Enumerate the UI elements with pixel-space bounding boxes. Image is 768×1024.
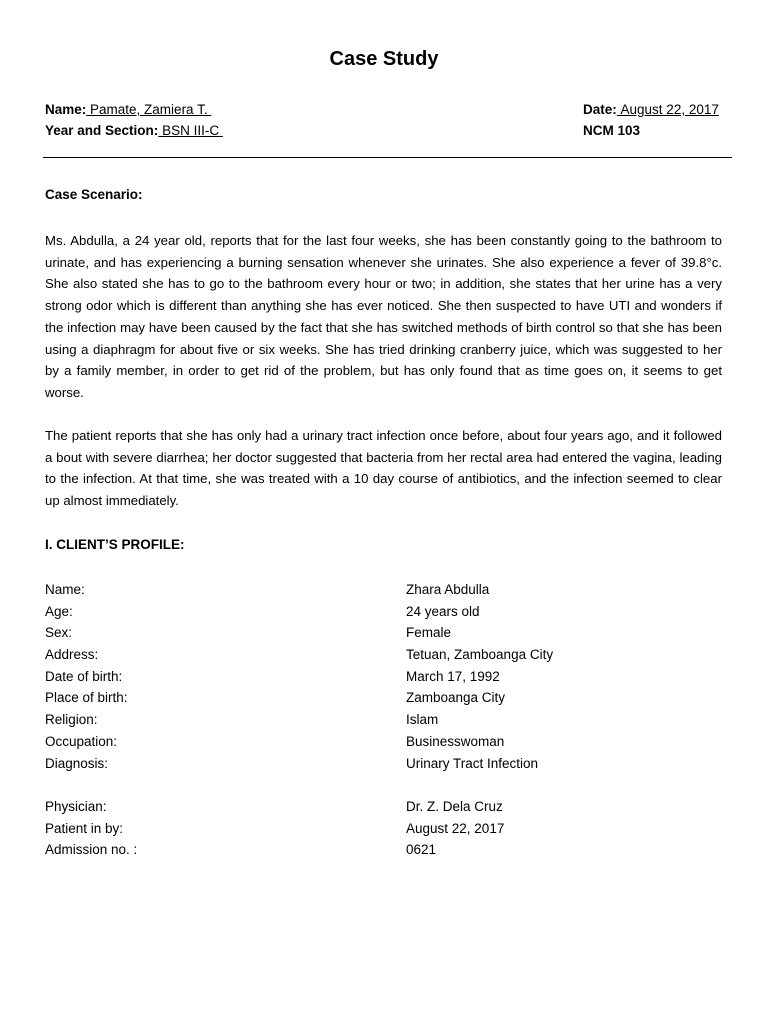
profile-row: Patient in by: August 22, 2017 bbox=[45, 820, 505, 836]
year-section-line bbox=[45, 120, 223, 141]
student-name-label: Name: bbox=[45, 102, 87, 117]
scenario-paragraph-1: Ms. Abdulla, a 24 year old, reports that for the last four weeks, she has been constantly going to the bathroom to urinate, and has experiencing a burning sensation whenever she urinates. She also experience a fever of 39.8°c. She also stated she has to go to the bathroom every hour or two; in addition, she states that her urine has a very strong odor which is different than anything she has ever noticed. She then suspected to have UTI and wonders if the infection may have been caused by the fact that she has switched methods of birth control so that she has been using a diaphragm for about five or six weeks. She has tried drinking cranberry juice, which was suggested to her by a family member, in order to get rid of the problem, but has only found that as time goes on, it seems to get worse. bbox=[45, 233, 722, 400]
date-line bbox=[583, 99, 719, 120]
profile-row: Address: Tetuan, Zamboanga City bbox=[45, 647, 554, 663]
case-scenario-heading: Case Scenario: bbox=[45, 187, 143, 202]
profile-row: Age: 24 years old bbox=[45, 603, 480, 619]
student-name-value: Pamate, Zamiera T. bbox=[90, 102, 208, 117]
client-profile-table bbox=[45, 579, 735, 861]
date-value: August 22, 2017 bbox=[620, 102, 719, 117]
document-title: Case Study bbox=[329, 48, 439, 70]
profile-row: Physician: Dr. Z. Dela Cruz bbox=[45, 798, 503, 814]
year-section-label: Year and Section: bbox=[45, 123, 159, 138]
profile-spacer bbox=[45, 774, 735, 796]
profile-row: Place of birth: Zamboanga City bbox=[45, 690, 506, 706]
year-section-value: BSN III-C bbox=[162, 123, 220, 138]
student-name-line bbox=[45, 99, 211, 120]
profile-row: Date of birth: March 17, 1992 bbox=[45, 668, 500, 684]
profile-row: Occupation: Businesswoman bbox=[45, 733, 505, 749]
profile-row: Sex: Female bbox=[45, 625, 452, 641]
course-code: NCM 103 bbox=[583, 123, 641, 138]
profile-row: Admission no. : 0621 bbox=[45, 842, 437, 858]
profile-row: Religion: Islam bbox=[45, 712, 439, 728]
header-divider bbox=[43, 157, 732, 158]
client-profile-heading: I. CLIENT’S PROFILE: bbox=[45, 537, 185, 552]
profile-row: Diagnosis: Urinary Tract Infection bbox=[45, 755, 539, 771]
profile-row: Name: Zhara Abdulla bbox=[45, 582, 490, 597]
date-label: Date: bbox=[583, 102, 617, 117]
scenario-paragraph-2: The patient reports that she has only had a urinary tract infection once before, about four years ago, and it followed a bout with severe diarrhea; her doctor suggested that bacteria from her rectal area had entered the vagina, leading to the infection. At that time, she was treated with a 10 day course of antibiotics, and the infection seemed to clear up almost immediately. bbox=[45, 428, 722, 509]
